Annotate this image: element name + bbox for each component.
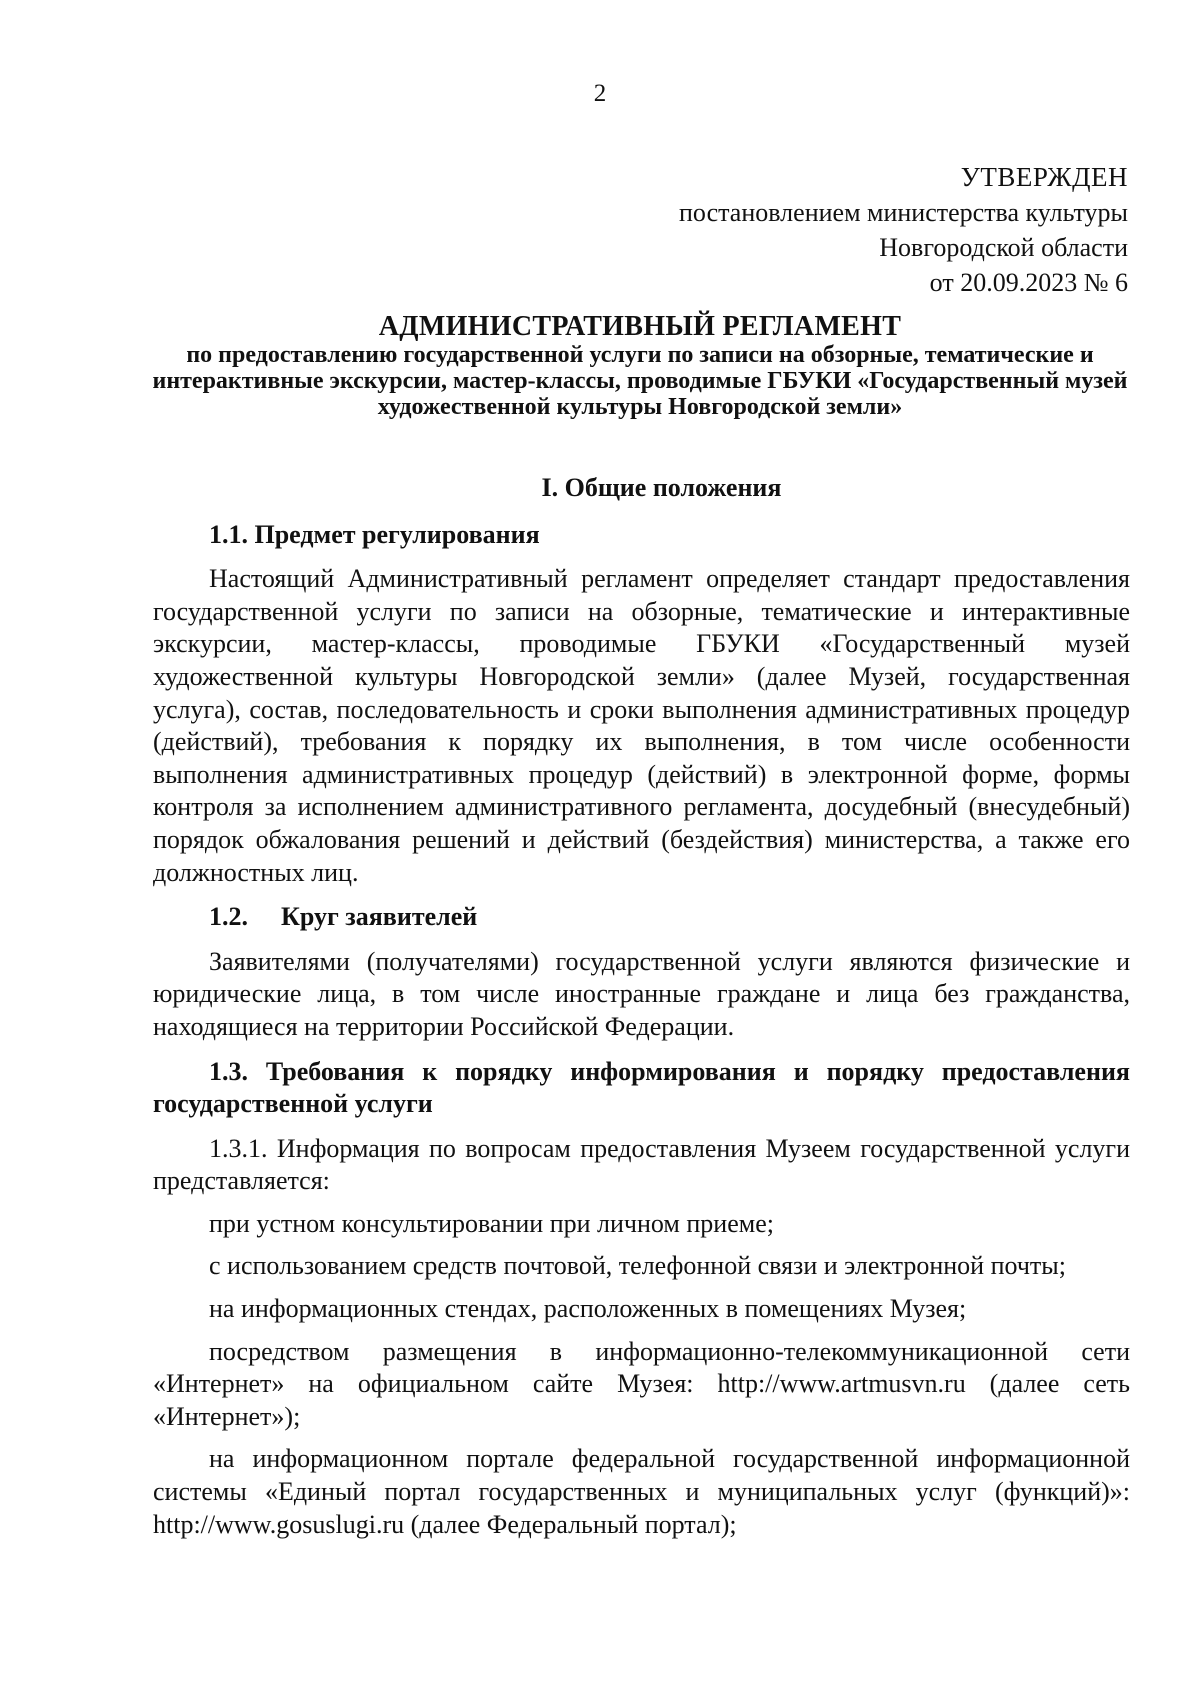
approval-line-3: от 20.09.2023 № 6 bbox=[929, 268, 1128, 297]
approval-line-2: Новгородской области bbox=[879, 233, 1128, 262]
paragraph-item-stands: на информационных стендах, расположенных в помещениях Музея; bbox=[209, 1294, 967, 1324]
subsection-title-1-2: Круг заявителей bbox=[281, 902, 478, 932]
subsection-number-1-2: 1.2. bbox=[209, 902, 248, 932]
paragraph-item-portal: на информационном портале федеральной государственной информационной системы «Единый портал государственных и муниципальных услуг (функций)»: http://www.gosuslugi.ru (далее Федеральный портал); bbox=[153, 1444, 1130, 1539]
document-title-main: АДМИНИСТРАТИВНЫЙ РЕГЛАМЕНТ bbox=[378, 311, 902, 342]
paragraph-1-1: Настоящий Административный регламент определяет стандарт предоставления государственной услуги по записи на обзорные, тематические и интерактивные экскурсии, мастер-классы, проводимые ГБУКИ «Государственный музей художественной культуры Новгородской земли» (далее Музей, государственная услуга), состав, последовательность и сроки выполнения административных процедур (действий), требования к порядку их выполнения, в том числе особенности выполнения административных процедур (действий) в электронной форме, формы контроля за исполнением административного регламента, досудебный (внесудебный) порядок обжалования решений и действий (бездействия) министерства, а также его должностных лиц. bbox=[153, 564, 1130, 887]
subsection-heading-1-3: 1.3. Требования к порядку информирования и порядку предоставления государственной услуги bbox=[153, 1056, 1130, 1119]
approval-line-1: постановлением министерства культуры bbox=[679, 198, 1128, 227]
paragraph-item-mail: с использованием средств почтовой, телефонной связи и электронной почты; bbox=[209, 1251, 1066, 1281]
document-title bbox=[150, 312, 1130, 420]
page-number: 2 bbox=[593, 80, 607, 107]
document-body bbox=[153, 472, 1130, 1551]
subsection-heading-1-2 bbox=[153, 901, 1130, 934]
subsection-heading-1-1: 1.1. Предмет регулирования bbox=[209, 519, 540, 549]
paragraph-item-personal: при устном консультировании при личном приеме; bbox=[209, 1208, 774, 1238]
approval-title: УТВЕРЖДЕН bbox=[960, 162, 1128, 192]
section-title: I. Общие положения bbox=[541, 473, 782, 502]
paragraph-1-3-1: 1.3.1. Информация по вопросам предоставления Музеем государственной услуги представляется: bbox=[153, 1133, 1130, 1196]
paragraph-1-2: Заявителями (получателями) государственной услуги являются физические и юридические лица, в том числе иностранные граждане и лица без гражданства, находящиеся на территории Российской Федерации. bbox=[153, 946, 1130, 1041]
document-title-subtitle: по предоставлению государственной услуги по записи на обзорные, тематические и интерактивные экскурсии, мастер-классы, проводимые ГБУКИ «Государственный музей художественной культуры Новгородской земли» bbox=[152, 342, 1128, 420]
paragraph-item-website: посредством размещения в информационно-телекоммуникационной сети «Интернет» на официальном сайте Музея: http://www.artmusvn.ru (далее сеть «Интернет»); bbox=[153, 1336, 1130, 1431]
approval-block bbox=[528, 160, 1128, 300]
